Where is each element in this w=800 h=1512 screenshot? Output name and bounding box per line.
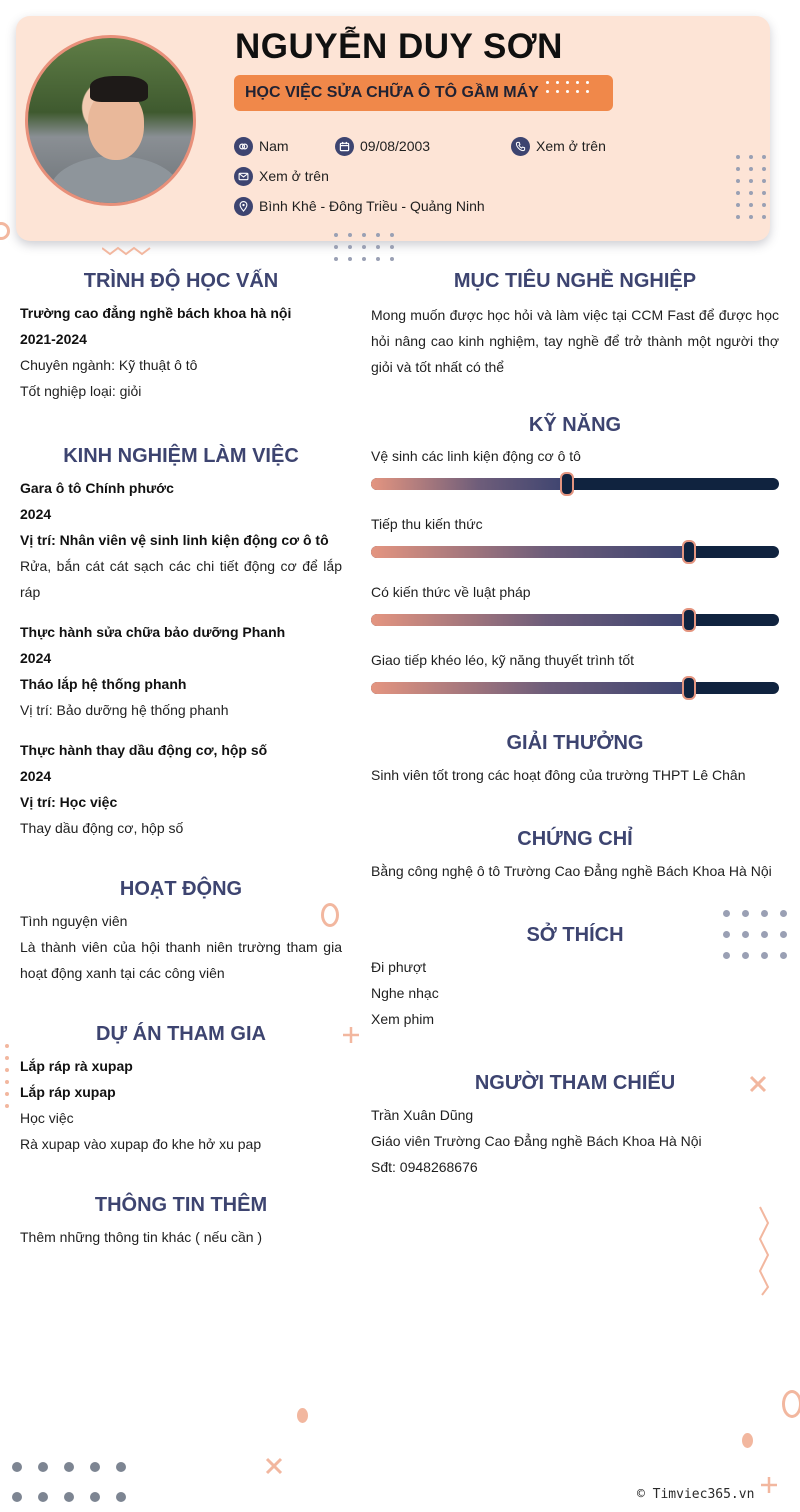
references-section bbox=[371, 1068, 779, 1180]
reference-job: Giáo viên Trường Cao Đẳng nghề Bách Khoa Hà Nội bbox=[371, 1133, 702, 1149]
experience-year: 2024 bbox=[20, 768, 52, 784]
experience-year: 2024 bbox=[20, 650, 52, 666]
objective-title: MỤC TIÊU NGHỀ NGHIỆP bbox=[453, 270, 697, 292]
decorative-dots bbox=[12, 1462, 142, 1512]
address-info bbox=[234, 196, 485, 216]
skill-item bbox=[371, 650, 779, 718]
skill-item bbox=[371, 446, 779, 514]
birthday-value: 09/08/2003 bbox=[360, 138, 431, 154]
email-info bbox=[234, 166, 329, 186]
awards-section bbox=[371, 728, 779, 788]
experience-item bbox=[20, 475, 342, 605]
experience-year: 2024 bbox=[20, 506, 52, 522]
decorative-dots bbox=[723, 910, 799, 973]
decorative-plus bbox=[760, 1476, 778, 1494]
education-grade: Tốt nghiệp loại: giỏi bbox=[20, 383, 142, 399]
decorative-ring bbox=[782, 1390, 800, 1418]
decorative-dots bbox=[736, 155, 775, 227]
decorative-dots bbox=[546, 81, 596, 99]
projects-title: DỰ ÁN THAM GIA bbox=[96, 1023, 266, 1045]
hobby-item: Xem phim bbox=[371, 1011, 435, 1027]
decorative-cross bbox=[748, 1074, 768, 1094]
certificate-text: Bằng công nghệ ô tô Trường Cao Đẳng nghề Bách Khoa Hà Nội bbox=[371, 863, 772, 879]
experience-position: Vị trí: Nhân viên vệ sinh linh kiện động cơ ô tô bbox=[20, 532, 329, 548]
skill-level-handle bbox=[560, 472, 574, 496]
skill-bar bbox=[371, 682, 779, 694]
references-title: NGƯỜI THAM CHIẾU bbox=[474, 1072, 676, 1094]
skill-bar-fill bbox=[371, 682, 689, 694]
skill-level-handle bbox=[682, 676, 696, 700]
skill-bar bbox=[371, 478, 779, 490]
objective-text: Mong muốn được học hỏi và làm việc tại CCM Fast để được học hỏi nâng cao kinh nghiệm, tay nghề để trở thành một người thợ giỏi và tốt nhất có thể bbox=[371, 307, 779, 375]
skill-bar bbox=[371, 546, 779, 558]
location-pin-icon bbox=[234, 197, 253, 216]
skill-level-handle bbox=[682, 540, 696, 564]
experience-description: Thay dầu động cơ, hộp số bbox=[20, 820, 184, 836]
additional-info-text: Thêm những thông tin khác ( nếu cần ) bbox=[20, 1229, 263, 1245]
project-description: Rà xupap vào xupap đo khe hở xu pap bbox=[20, 1136, 262, 1152]
experience-company: Gara ô tô Chính phước bbox=[20, 480, 174, 496]
skills-section bbox=[371, 410, 779, 718]
activity-role: Tình nguyện viên bbox=[20, 913, 128, 929]
education-school: Trường cao đẳng nghề bách khoa hà nội bbox=[20, 305, 292, 321]
birthday-info bbox=[335, 136, 430, 156]
skill-item bbox=[371, 514, 779, 582]
project-role: Học việc bbox=[20, 1110, 74, 1126]
decorative-ring bbox=[321, 903, 339, 927]
additional-info-section bbox=[20, 1190, 342, 1250]
skill-name: Giao tiếp khéo léo, kỹ năng thuyết trình tốt bbox=[371, 652, 635, 668]
activity-description: Là thành viên của hội thanh niên trường tham gia hoạt động xanh tại các công viên bbox=[20, 939, 342, 981]
decorative-zigzag bbox=[102, 244, 154, 256]
decorative-plus bbox=[342, 1026, 360, 1044]
decorative-zigzag bbox=[756, 1205, 772, 1297]
skill-level-handle bbox=[682, 608, 696, 632]
hobbies-section bbox=[371, 920, 779, 1032]
hobbies-title: SỞ THÍCH bbox=[526, 924, 624, 946]
reference-phone: Sđt: 0948268676 bbox=[371, 1159, 478, 1175]
experience-position: Vị trí: Học việc bbox=[20, 794, 118, 810]
reference-name: Trần Xuân Dũng bbox=[371, 1107, 474, 1123]
decorative-ring bbox=[0, 222, 10, 240]
project-name: Lắp ráp rà xupap bbox=[20, 1058, 133, 1074]
avatar bbox=[25, 35, 196, 206]
skill-name: Vệ sinh các linh kiện động cơ ô tô bbox=[371, 448, 581, 464]
certificates-title: CHỨNG CHỈ bbox=[517, 828, 633, 850]
skill-bar bbox=[371, 614, 779, 626]
calendar-icon bbox=[335, 137, 354, 156]
experience-title: KINH NGHIỆM LÀM VIỆC bbox=[63, 445, 299, 467]
decorative-dots bbox=[334, 233, 404, 269]
address-value: Bình Khê - Đông Triều - Quảng Ninh bbox=[259, 198, 485, 214]
education-major: Chuyên ngành: Kỹ thuật ô tô bbox=[20, 357, 198, 373]
hobby-item: Nghe nhạc bbox=[371, 985, 439, 1001]
projects-section bbox=[20, 1019, 342, 1157]
experience-company: Thực hành thay dầu động cơ, hộp số bbox=[20, 742, 268, 758]
awards-title: GIẢI THƯỞNG bbox=[506, 732, 644, 754]
experience-position: Tháo lắp hệ thống phanh bbox=[20, 676, 187, 692]
email-value[interactable]: Xem ở trên bbox=[259, 168, 329, 184]
experience-company: Thực hành sửa chữa bảo dưỡng Phanh bbox=[20, 624, 286, 640]
skill-bar-fill bbox=[371, 614, 689, 626]
phone-info bbox=[511, 136, 606, 156]
copyright-footer: © Timviec365.vn bbox=[637, 1487, 755, 1502]
candidate-name: NGUYỄN DUY SƠN bbox=[235, 27, 563, 66]
skills-title: KỸ NĂNG bbox=[528, 414, 622, 436]
right-column bbox=[371, 266, 779, 1180]
gender-info bbox=[234, 136, 289, 156]
skill-item bbox=[371, 582, 779, 650]
skill-bar-fill bbox=[371, 478, 567, 490]
education-section bbox=[20, 266, 342, 404]
education-period: 2021-2024 bbox=[20, 331, 87, 347]
certificates-section bbox=[371, 824, 779, 884]
skill-name: Có kiến thức về luật pháp bbox=[371, 584, 531, 600]
activities-title: HOẠT ĐỘNG bbox=[119, 878, 243, 900]
additional-info-title: THÔNG TIN THÊM bbox=[94, 1194, 268, 1216]
activities-section bbox=[20, 874, 342, 986]
email-icon bbox=[234, 167, 253, 186]
gender-icon bbox=[234, 137, 253, 156]
gender-value: Nam bbox=[259, 138, 289, 154]
hobby-item: Đi phượt bbox=[371, 959, 427, 975]
phone-value[interactable]: Xem ở trên bbox=[536, 138, 606, 154]
decorative-cross bbox=[264, 1456, 284, 1476]
decorative-dot bbox=[742, 1433, 753, 1448]
skill-name: Tiếp thu kiến thức bbox=[371, 516, 483, 532]
phone-icon bbox=[511, 137, 530, 156]
decorative-dot bbox=[297, 1408, 308, 1423]
experience-section bbox=[20, 441, 342, 841]
experience-item bbox=[20, 619, 342, 723]
objective-section bbox=[371, 266, 779, 380]
skill-bar-fill bbox=[371, 546, 689, 558]
experience-description: Vị trí: Bảo dưỡng hệ thống phanh bbox=[20, 702, 229, 718]
job-title: HỌC VIỆC SỬA CHỮA Ô TÔ GẦM MÁY bbox=[245, 84, 539, 101]
project-subtitle: Lắp ráp xupap bbox=[20, 1084, 116, 1100]
experience-item bbox=[20, 737, 342, 841]
award-text: Sinh viên tốt trong các hoạt đông của trường THPT Lê Chân bbox=[371, 767, 746, 783]
education-title: TRÌNH ĐỘ HỌC VẤN bbox=[83, 270, 279, 292]
experience-description: Rửa, bắn cát cát sạch các chi tiết động cơ để lắp ráp bbox=[20, 558, 342, 600]
decorative-dot-column bbox=[3, 1042, 11, 1114]
left-column bbox=[20, 266, 342, 1250]
